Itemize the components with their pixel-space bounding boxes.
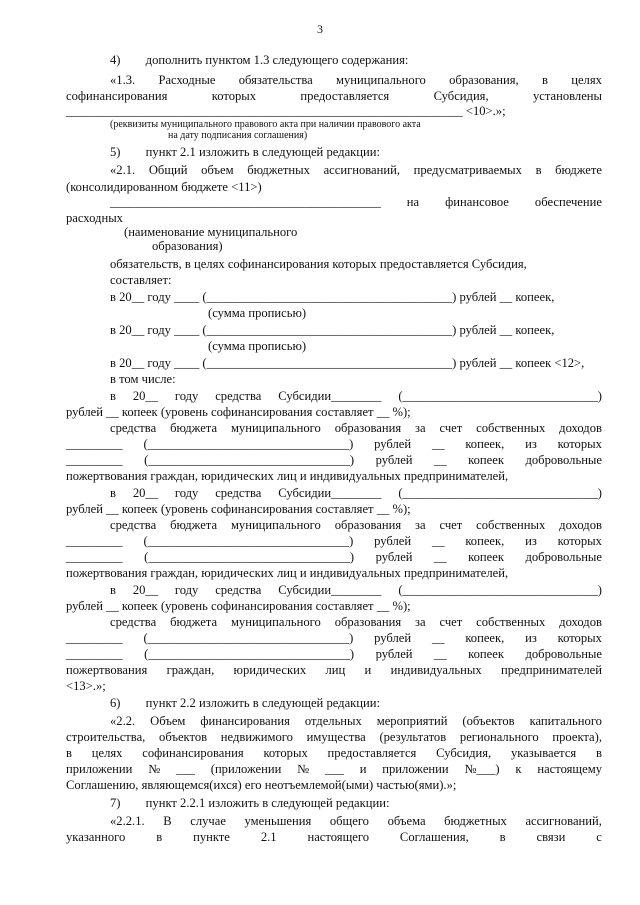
word: Субсидия, xyxy=(433,89,489,103)
word: (________________________________) xyxy=(143,437,354,451)
text-line: 5) пункт 2.1 изложить в следующей редакции: xyxy=(110,145,381,159)
word: регионального xyxy=(459,730,539,744)
word: (_______________________________) xyxy=(398,583,602,597)
word: пожертвования xyxy=(66,663,148,677)
caption-line: (сумма прописью) xyxy=(208,306,307,320)
word: связи xyxy=(536,830,566,844)
word: которых xyxy=(557,631,602,645)
text-line xyxy=(110,814,602,829)
word: (________________________________) xyxy=(144,550,355,564)
text-line xyxy=(66,730,602,745)
text-line xyxy=(66,437,602,452)
text-line xyxy=(110,73,602,88)
word: настоящему xyxy=(537,762,602,776)
word: рублей xyxy=(375,550,413,564)
word: общего xyxy=(329,814,369,828)
word: в xyxy=(110,389,116,403)
text-line: (консолидированном бюджете <11>) xyxy=(66,180,262,194)
word: _________ xyxy=(66,550,123,564)
word: __ xyxy=(431,437,445,451)
text-line xyxy=(110,615,602,630)
word: бюджетных xyxy=(247,163,310,177)
text-line xyxy=(110,195,602,210)
word: средства xyxy=(110,518,157,532)
word: Общий xyxy=(148,163,188,177)
text-line: в том числе: xyxy=(110,372,176,386)
word: Соглашения, xyxy=(399,830,469,844)
word: обеспечение xyxy=(534,195,602,209)
word: из xyxy=(525,534,537,548)
word: _________ xyxy=(66,453,123,467)
word: Субсидии________ xyxy=(278,389,382,403)
text-line: пожертвования граждан, юридических лиц и индивидуальных предпринимателей, xyxy=(66,566,509,580)
word: копеек, xyxy=(465,534,505,548)
word: рублей xyxy=(375,453,413,467)
word: граждан, xyxy=(166,663,215,677)
word: софинансирования xyxy=(66,89,168,103)
text-line: расходных xyxy=(66,211,123,225)
word: муниципального xyxy=(230,518,321,532)
word: рублей xyxy=(375,647,413,661)
word: «2.2.1. xyxy=(110,814,145,828)
word: муниципального xyxy=(335,73,426,87)
word: в xyxy=(110,486,116,500)
text-line xyxy=(66,534,602,549)
word: Субсидии________ xyxy=(278,486,382,500)
word: предоставляется xyxy=(327,746,417,760)
text-line xyxy=(110,389,602,404)
text-line: составляет: xyxy=(110,273,172,287)
text-line: Соглашению, являющемся(ихся) его неотъемлемой(ыми) частью(ями).»; xyxy=(66,778,457,792)
word: рублей xyxy=(374,631,412,645)
word: целях xyxy=(91,746,123,760)
word: доходов xyxy=(559,421,602,435)
word: за xyxy=(415,421,426,435)
word: образования xyxy=(334,518,402,532)
word: из xyxy=(525,631,537,645)
word: целях xyxy=(571,73,602,87)
word: (объектов xyxy=(462,714,515,728)
word: и xyxy=(359,762,367,776)
word: ___________________________________________ xyxy=(110,195,381,209)
text-line: 4) дополнить пунктом 1.3 следующего содержания: xyxy=(110,53,409,67)
word: 20__ xyxy=(132,486,158,500)
word: объема xyxy=(387,814,426,828)
word: имущества xyxy=(306,730,366,744)
word: мероприятий xyxy=(376,714,448,728)
word: (результатов xyxy=(379,730,447,744)
word: (________________________________) xyxy=(144,647,355,661)
word: которых xyxy=(211,89,257,103)
text-line xyxy=(66,631,602,646)
word: (_______________________________) xyxy=(398,486,602,500)
word: №___) xyxy=(464,762,500,776)
word: _________ xyxy=(66,631,123,645)
text-line: в 20__ году ____ (_______________________________________) рублей __ копеек, xyxy=(110,323,555,337)
word: на xyxy=(406,195,420,209)
word: № xyxy=(148,762,161,776)
word: ___ xyxy=(325,762,344,776)
word: средства xyxy=(110,421,157,435)
word: в xyxy=(66,746,72,760)
word: __ xyxy=(434,453,447,467)
word: и xyxy=(364,663,372,677)
caption-line: на дату подписания соглашения) xyxy=(168,130,308,141)
text-line: обязательств, в целях софинансирования которых предоставляется Субсидия, xyxy=(110,257,527,271)
word: _________ xyxy=(66,437,123,451)
word: в xyxy=(541,73,548,87)
word: добровольные xyxy=(525,647,602,661)
word: предоставляется xyxy=(300,89,390,103)
word: пункте xyxy=(193,830,230,844)
word: капитального xyxy=(529,714,602,728)
text-line: 6) пункт 2.2 изложить в следующей редакции: xyxy=(110,696,381,710)
word: в xyxy=(156,830,163,844)
word: году xyxy=(174,486,199,500)
word: собственных xyxy=(476,421,546,435)
word: приложении xyxy=(66,762,133,776)
word: 20__ xyxy=(132,389,158,403)
word: счет xyxy=(439,518,463,532)
word: обязательства xyxy=(238,73,313,87)
text-line: <13>.»; xyxy=(66,679,106,693)
word: к xyxy=(515,762,522,776)
word: «1.3. xyxy=(110,73,136,87)
word: образования, xyxy=(449,73,519,87)
word: собственных xyxy=(476,518,546,532)
text-line xyxy=(110,163,602,178)
text-line: пожертвования граждан, юридических лиц и индивидуальных предпринимателей, xyxy=(66,469,509,483)
word: приложении xyxy=(382,762,449,776)
text-line xyxy=(110,421,602,436)
text-line xyxy=(66,89,602,104)
word: индивидуальных xyxy=(390,663,482,677)
word: недвижимого xyxy=(220,730,293,744)
word: добровольные xyxy=(525,453,602,467)
text-line xyxy=(66,830,602,845)
word: указывается xyxy=(510,746,577,760)
word: Объем xyxy=(150,714,186,728)
word: Субсидии________ xyxy=(278,583,382,597)
word: образования xyxy=(334,421,402,435)
text-line xyxy=(110,583,602,598)
text-line xyxy=(66,647,602,662)
word: финансирования xyxy=(200,714,290,728)
text-line: рублей __ копеек (уровень софинансирования составляет __ %); xyxy=(66,502,411,516)
text-line: рублей __ копеек (уровень софинансирования составляет __ %); xyxy=(66,599,411,613)
word: «2.1. xyxy=(110,163,136,177)
word: случае xyxy=(190,814,226,828)
word: (_______________________________) xyxy=(398,389,602,403)
text-line xyxy=(66,453,602,468)
text-line xyxy=(66,746,602,761)
word: рублей xyxy=(374,437,412,451)
word: (________________________________) xyxy=(143,534,354,548)
word: № xyxy=(297,762,310,776)
word: бюджете xyxy=(555,163,602,177)
word: 20__ xyxy=(132,583,158,597)
text-line xyxy=(66,550,602,565)
word: которых xyxy=(263,746,308,760)
word: собственных xyxy=(476,615,546,629)
word: строительства, xyxy=(66,730,146,744)
word: бюджетных xyxy=(444,814,507,828)
word: установлены xyxy=(532,89,602,103)
word: счет xyxy=(439,421,463,435)
word: лиц xyxy=(325,663,346,677)
word: объектов xyxy=(159,730,208,744)
word: ___ xyxy=(176,762,195,776)
text-line: 7) пункт 2.2.1 изложить в следующей редакции: xyxy=(110,796,390,810)
word: средства xyxy=(215,486,262,500)
word: финансовое xyxy=(445,195,509,209)
word: доходов xyxy=(559,615,602,629)
word: ассигнований, xyxy=(323,163,401,177)
word: муниципального xyxy=(230,615,321,629)
word: 2.1 xyxy=(260,830,277,844)
word: «2.2. xyxy=(110,714,136,728)
word: доходов xyxy=(559,518,602,532)
word: образования xyxy=(334,615,402,629)
word: __ xyxy=(431,631,445,645)
word: объем xyxy=(201,163,234,177)
word: средства xyxy=(215,389,262,403)
text-line: рублей __ копеек (уровень софинансирования составляет __ %); xyxy=(66,405,411,419)
word: копеек, xyxy=(465,631,505,645)
caption-line: образования) xyxy=(152,239,223,253)
word: уменьшения xyxy=(244,814,312,828)
word: отдельных xyxy=(304,714,362,728)
word: средства xyxy=(215,583,262,597)
word: __ xyxy=(434,550,447,564)
word: за xyxy=(415,518,426,532)
word: _________ xyxy=(66,647,123,661)
word: в xyxy=(110,583,116,597)
caption-line: (сумма прописью) xyxy=(208,339,307,353)
word: бюджета xyxy=(170,421,218,435)
word: софинансирования xyxy=(142,746,244,760)
word: Субсидия, xyxy=(436,746,492,760)
word: за xyxy=(415,615,426,629)
word: (приложении xyxy=(210,762,282,776)
text-line: в 20__ году ____ (_______________________________________) рублей __ копеек, xyxy=(110,290,555,304)
word: которых xyxy=(557,534,602,548)
page-number: 3 xyxy=(317,22,323,36)
word: копеек xyxy=(468,550,504,564)
text-line xyxy=(110,518,602,533)
word: Расходные xyxy=(158,73,216,87)
word: проекта), xyxy=(552,730,602,744)
word: предусматриваемых xyxy=(413,163,522,177)
text-line xyxy=(66,762,602,777)
word: копеек, xyxy=(465,437,505,451)
text-line xyxy=(110,486,602,501)
word: юридических xyxy=(233,663,307,677)
word: из xyxy=(525,437,537,451)
word: (________________________________) xyxy=(143,631,354,645)
word: муниципального xyxy=(230,421,321,435)
word: предпринимателей xyxy=(500,663,602,677)
word: рублей xyxy=(374,534,412,548)
word: в xyxy=(596,746,602,760)
caption-line: (реквизиты муниципального правового акта при наличии правового акта xyxy=(110,119,421,130)
word: В xyxy=(163,814,172,828)
word: которых xyxy=(557,437,602,451)
word: в xyxy=(499,830,506,844)
text-line: _______________________________________________________________ <10>.»; xyxy=(66,104,506,118)
word: ассигнований, xyxy=(525,814,602,828)
word: настоящего xyxy=(307,830,370,844)
word: бюджета xyxy=(170,518,218,532)
word: копеек xyxy=(468,453,504,467)
word: __ xyxy=(431,534,445,548)
word: счет xyxy=(439,615,463,629)
text-line: в 20__ году ____ (_______________________________________) рублей __ копеек <12>, xyxy=(110,356,585,370)
word: году xyxy=(174,389,199,403)
word: в xyxy=(535,163,542,177)
word: копеек xyxy=(468,647,504,661)
text-line xyxy=(66,663,602,678)
caption-line: (наименование муниципального xyxy=(124,225,298,239)
word: средства xyxy=(110,615,157,629)
word: с xyxy=(596,830,602,844)
word: году xyxy=(174,583,199,597)
word: __ xyxy=(434,647,447,661)
word: бюджета xyxy=(170,615,218,629)
word: _________ xyxy=(66,534,123,548)
word: (________________________________) xyxy=(144,453,355,467)
word: добровольные xyxy=(525,550,602,564)
word: указанного xyxy=(66,830,126,844)
text-line xyxy=(110,714,602,729)
